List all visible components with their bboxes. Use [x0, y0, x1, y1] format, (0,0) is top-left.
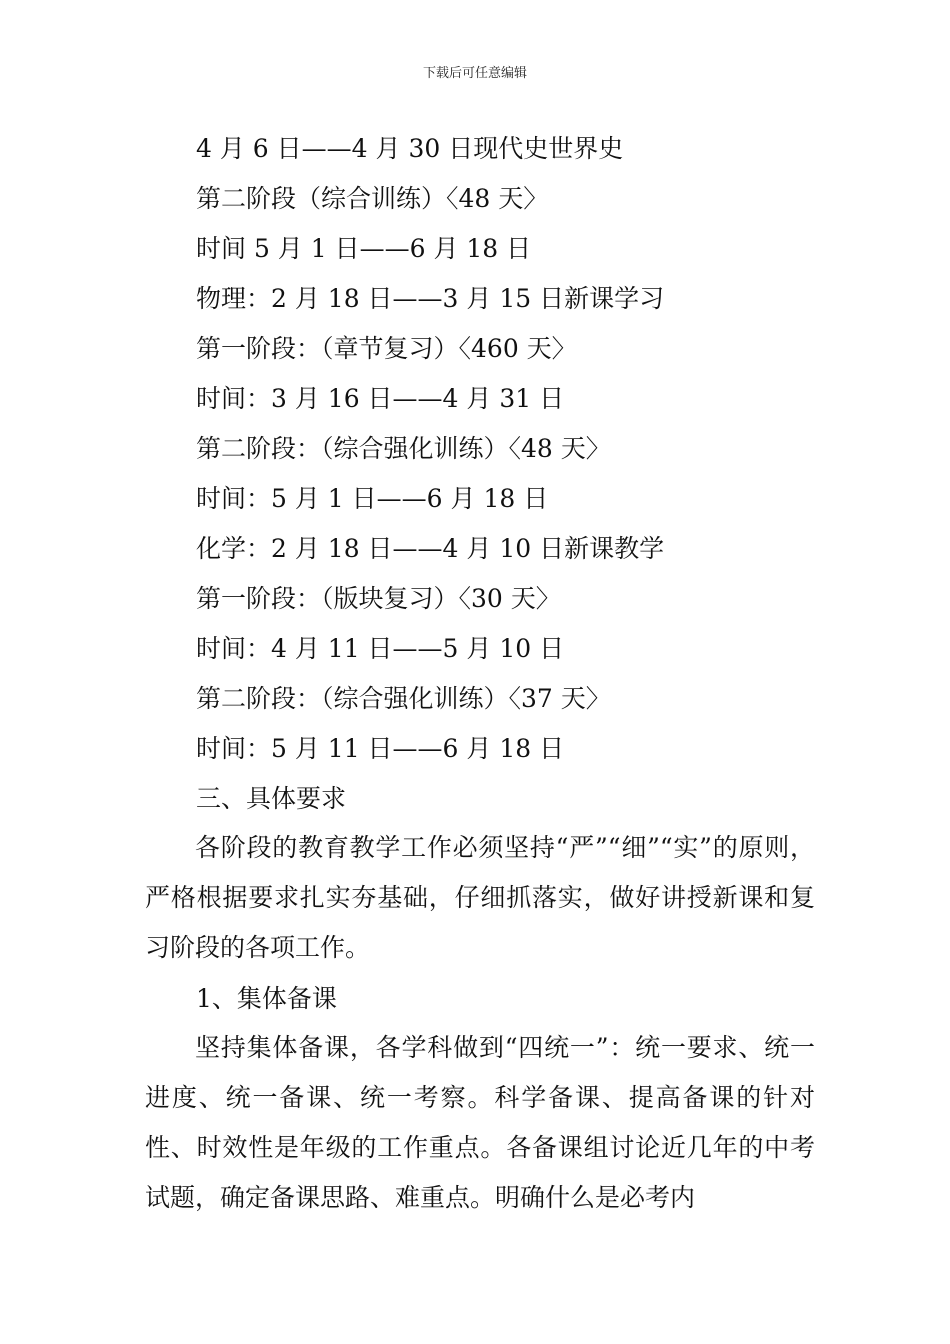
schedule-line: 时间 5 月 1 日——6 月 18 日	[196, 234, 532, 263]
schedule-line: 物理：2 月 18 日——3 月 15 日新课学习	[196, 284, 665, 313]
schedule-line: 时间：5 月 11 日——6 月 18 日	[196, 734, 565, 763]
schedule-line: 时间：3 月 16 日——4 月 31 日	[196, 384, 565, 413]
section-heading: 三、具体要求	[196, 784, 347, 813]
subsection-heading: 1、集体备课	[196, 984, 337, 1013]
schedule-line: 第二阶段（综合训练）〈48 天〉	[196, 184, 549, 213]
page-header: 下载后可任意编辑	[422, 66, 527, 81]
schedule-line: 时间：5 月 1 日——6 月 18 日	[196, 484, 549, 513]
schedule-line: 第一阶段：（章节复习）〈460 天〉	[196, 334, 577, 363]
schedule-line: 时间：4 月 11 日——5 月 10 日	[196, 634, 565, 663]
schedule-line: 化学：2 月 18 日——4 月 10 日新课教学	[196, 534, 665, 563]
lesson-prep-paragraph: 坚持集体备课，各学科做到“四统一”：统一要求、统一进度、统一备课、统一考察。科学备课、提高备课的针对性、时效性是年级的工作重点。各备课组讨论近几年的中考试题，确定备课思路、难重点。明确什么是必考内	[145, 1033, 815, 1212]
principle-paragraph: 各阶段的教育教学工作必须坚持“严”“细”“实”的原则，严格根据要求扎实夯基础，仔细抓落实，做好讲授新课和复习阶段的各项工作。	[145, 833, 815, 962]
schedule-line: 第一阶段：（版块复习）〈30 天〉	[196, 584, 561, 613]
schedule-line: 4 月 6 日——4 月 30 日现代史世界史	[196, 134, 624, 163]
schedule-line: 第二阶段：（综合强化训练）〈37 天〉	[196, 684, 611, 713]
schedule-line: 第二阶段：（综合强化训练）〈48 天〉	[196, 434, 611, 463]
